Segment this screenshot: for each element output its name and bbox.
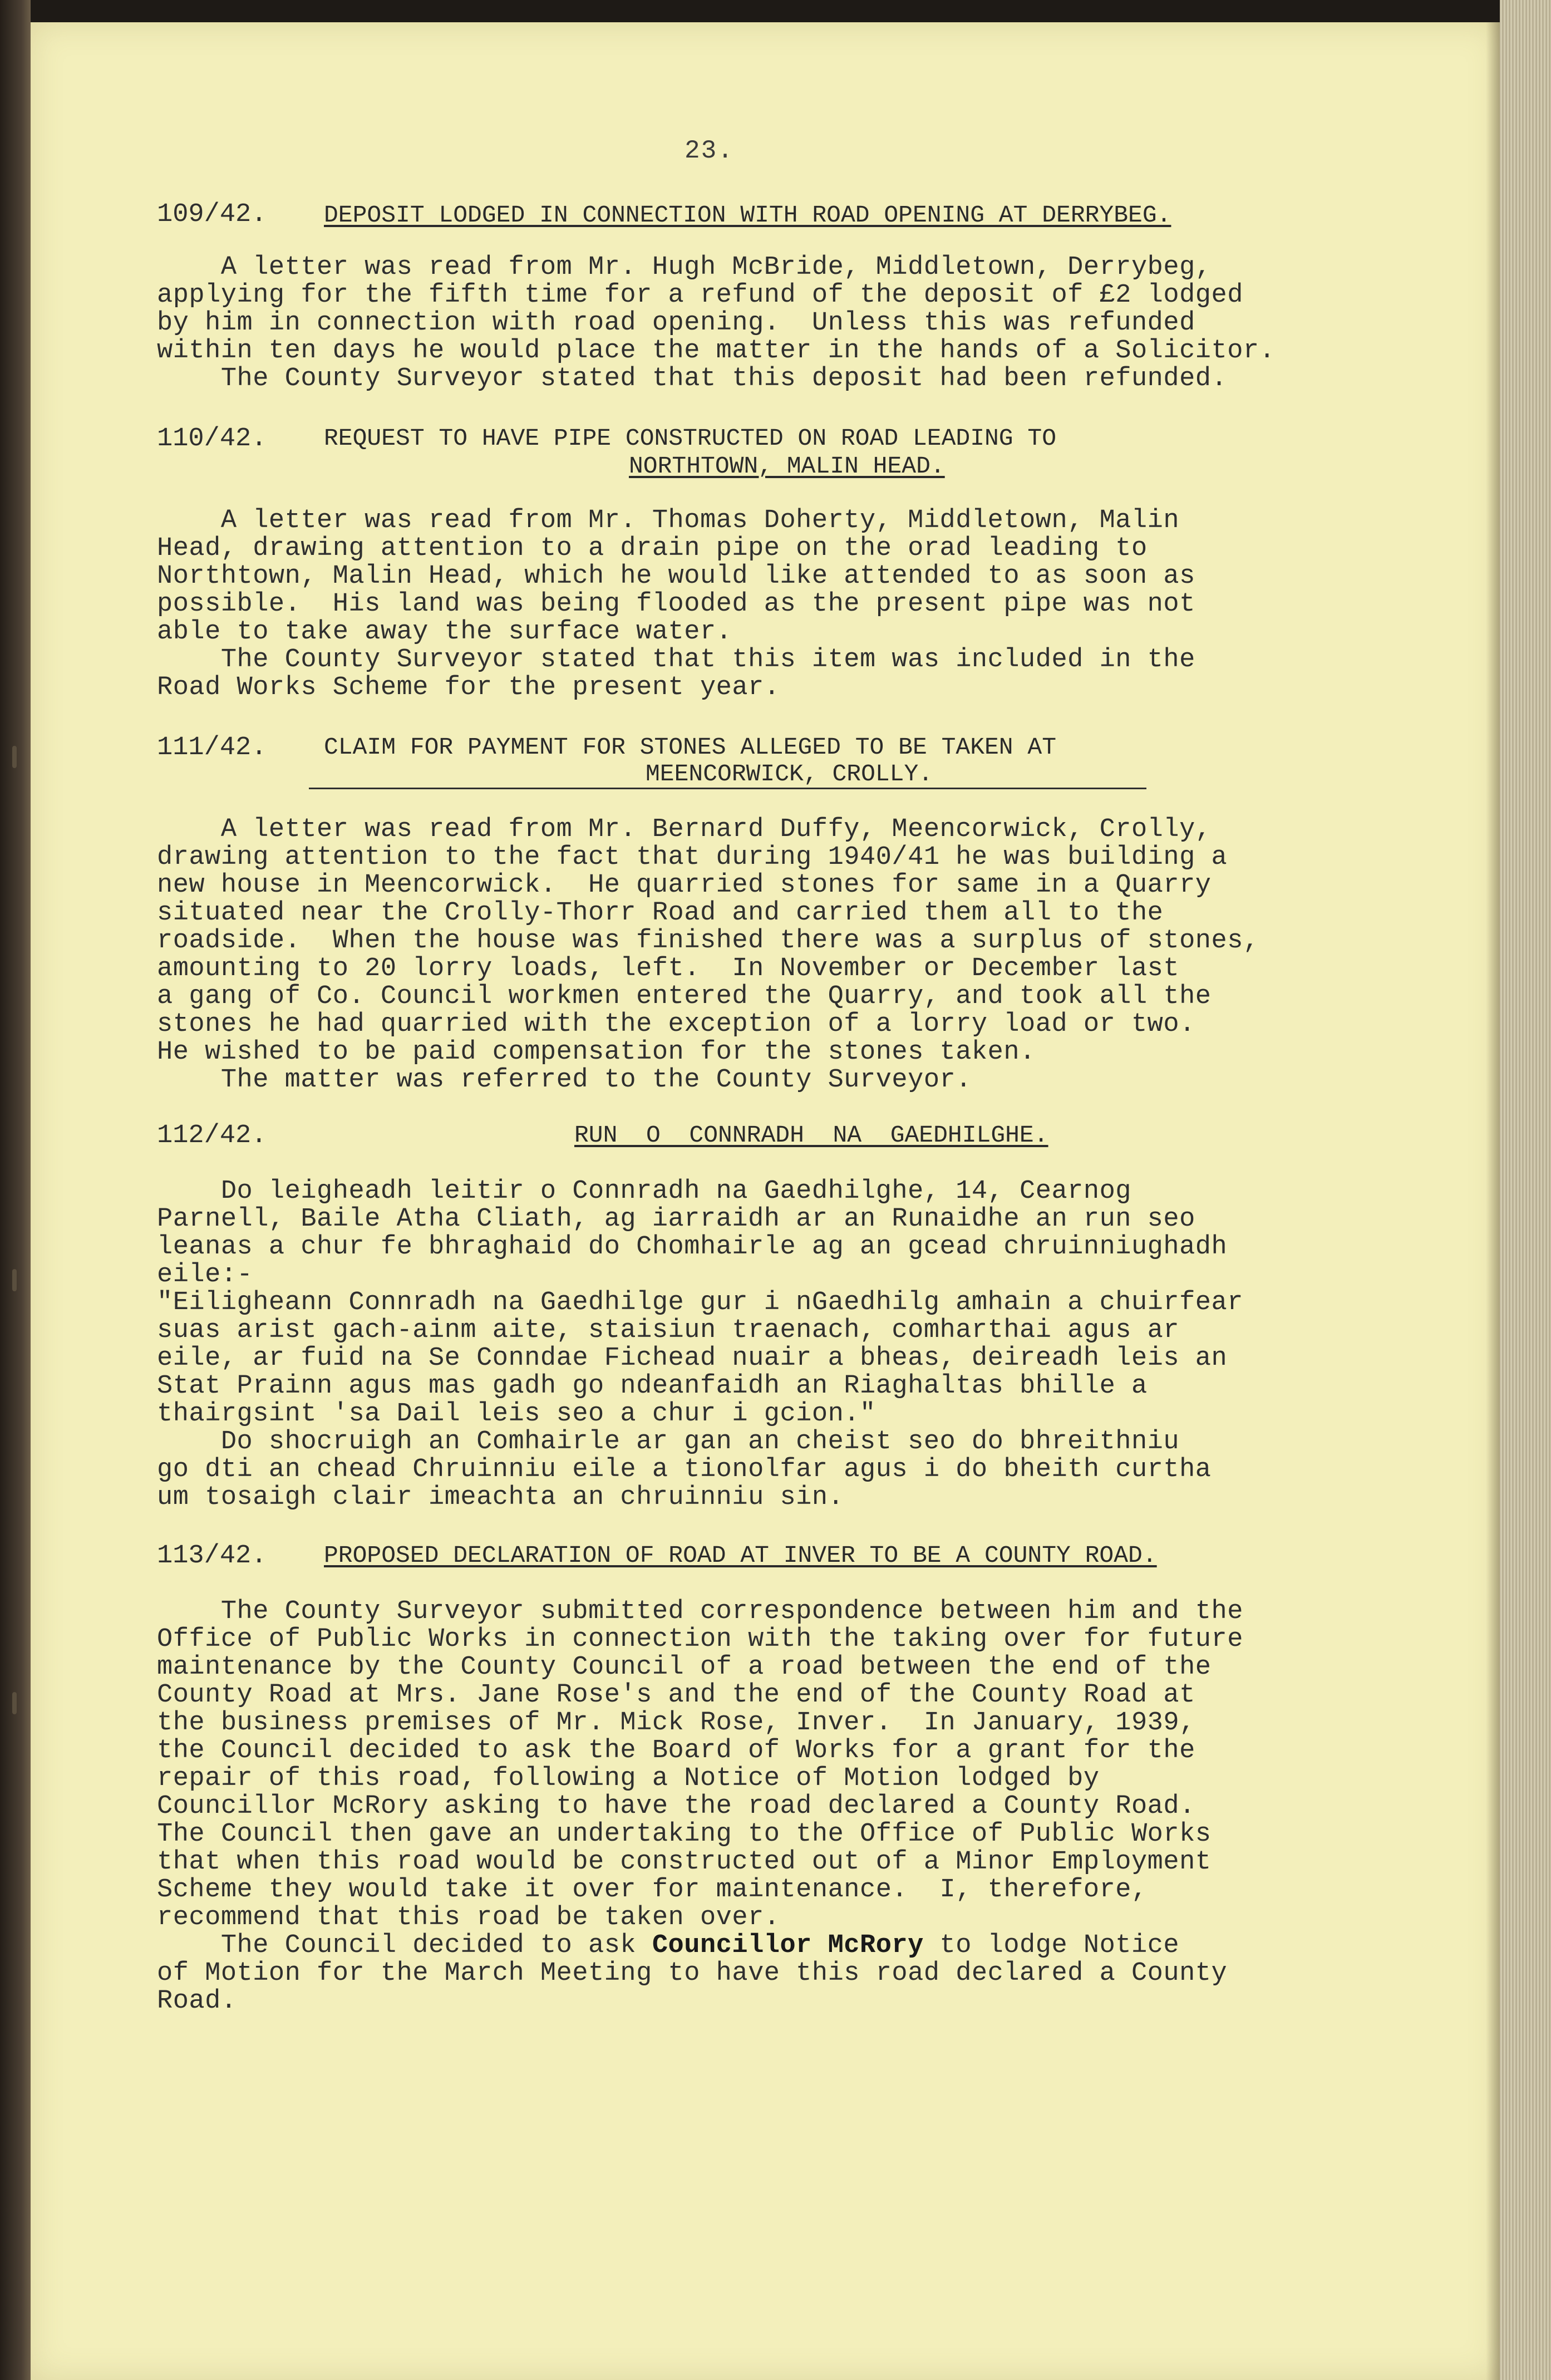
- body-line: The matter was referred to the County Surveyor.: [157, 1065, 972, 1095]
- body-line: Office of Public Works in connection with the taking over for future: [157, 1625, 1243, 1654]
- body-line: by him in connection with road opening. Unless this was refunded: [157, 308, 1195, 338]
- item-number: 110/42.: [157, 424, 267, 454]
- body-line: suas arist gach-ainm aite, staisiun traenach, comharthai agus ar: [157, 1316, 1180, 1345]
- book-binding: [0, 0, 31, 2380]
- body-line: Head, drawing attention to a drain pipe on the orad leading to: [157, 534, 1148, 563]
- body-line: Northtown, Malin Head, which he would like attended to as soon as: [157, 562, 1195, 591]
- body-line: County Road at Mrs. Jane Rose's and the end of the County Road at: [157, 1680, 1195, 1710]
- body-line: The County Surveyor submitted correspondence between him and the: [157, 1597, 1243, 1626]
- body-line: applying for the fifth time for a refund of the deposit of £2 lodged: [157, 281, 1243, 310]
- body-line: of Motion for the March Meeting to have this road declared a County: [157, 1959, 1228, 1988]
- item-number: 111/42.: [157, 733, 267, 763]
- item-heading: RUN O CONNRADH NA GAEDHILGHE.: [574, 1122, 1048, 1149]
- item-number: 113/42.: [157, 1541, 267, 1571]
- body-line: Road.: [157, 1986, 237, 2016]
- page-number: 23.: [685, 136, 734, 165]
- body-line: [157, 1931, 1179, 1960]
- body-line: Road Works Scheme for the present year.: [157, 673, 780, 702]
- item-heading: REQUEST TO HAVE PIPE CONSTRUCTED ON ROAD LEADING TO: [324, 425, 1057, 452]
- item-heading-continued: MEENCORWICK, CROLLY.: [646, 760, 933, 788]
- body-line: that when this road would be constructed out of a Minor Employment: [157, 1847, 1212, 1877]
- body-line: the business premises of Mr. Mick Rose, Inver. In January, 1939,: [157, 1708, 1195, 1738]
- body-line: He wished to be paid compensation for the stones taken.: [157, 1037, 1036, 1067]
- heading-underline: [309, 788, 1146, 789]
- item-heading: CLAIM FOR PAYMENT FOR STONES ALLEGED TO BE TAKEN AT: [324, 734, 1057, 761]
- body-line: A letter was read from Mr. Bernard Duffy, Meencorwick, Crolly,: [157, 815, 1212, 844]
- body-line: Councillor McRory asking to have the road declared a County Road.: [157, 1792, 1195, 1821]
- body-line: within ten days he would place the matter in the hands of a Solicitor.: [157, 336, 1276, 366]
- body-line: repair of this road, following a Notice of Motion lodged by: [157, 1764, 1100, 1793]
- body-line: go dti an chead Chruinniu eile a tionolfar agus i do bheith curtha: [157, 1455, 1212, 1484]
- body-line: "Eiligheann Connradh na Gaedhilge gur i nGaedhilg amhain a chuirfear: [157, 1288, 1243, 1317]
- body-line: maintenance by the County Council of a road between the end of the: [157, 1653, 1212, 1682]
- body-line: Stat Prainn agus mas gadh go ndeanfaidh an Riaghaltas bhille a: [157, 1371, 1148, 1401]
- body-line: roadside. When the house was finished there was a surplus of stones,: [157, 926, 1259, 956]
- body-line: able to take away the surface water.: [157, 617, 732, 647]
- body-line: situated near the Crolly-Thorr Road and carried them all to the: [157, 898, 1164, 928]
- body-line: drawing attention to the fact that during 1940/41 he was building a: [157, 843, 1228, 872]
- body-line: The Council then gave an undertaking to the Office of Public Works: [157, 1820, 1212, 1849]
- body-line: stones he had quarried with the exception of a lorry load or two.: [157, 1010, 1195, 1039]
- item-heading: DEPOSIT LODGED IN CONNECTION WITH ROAD OPENING AT DERRYBEG.: [324, 201, 1171, 229]
- body-text: to lodge Notice: [923, 1931, 1180, 1960]
- body-line: The County Surveyor stated that this item was included in the: [157, 645, 1195, 675]
- body-line: recommend that this road be taken over.: [157, 1903, 780, 1932]
- body-line: Do shocruigh an Comhairle ar gan an cheist seo do bhreithniu: [157, 1427, 1180, 1457]
- body-line: A letter was read from Mr. Hugh McBride, Middletown, Derrybeg,: [157, 253, 1212, 282]
- item-number: 112/42.: [157, 1121, 267, 1150]
- item-heading: PROPOSED DECLARATION OF ROAD AT INVER TO BE A COUNTY ROAD.: [324, 1542, 1157, 1569]
- page-fold-shadow: [1486, 22, 1500, 2380]
- page-stack-edge: [1500, 0, 1551, 2380]
- scan-top-border: [0, 0, 1551, 22]
- body-line: a gang of Co. Council workmen entered the Quarry, and took all the: [157, 982, 1212, 1011]
- body-line: The County Surveyor stated that this deposit had been refunded.: [157, 364, 1228, 394]
- bold-name: Councillor McRory: [652, 1931, 924, 1960]
- item-heading-continued: NORTHTOWN, MALIN HEAD.: [629, 453, 945, 480]
- binding-hole: [12, 746, 17, 768]
- body-line: A letter was read from Mr. Thomas Doherty, Middletown, Malin: [157, 506, 1180, 535]
- body-text: The Council decided to ask: [157, 1931, 652, 1960]
- item-number: 109/42.: [157, 200, 267, 229]
- body-line: amounting to 20 lorry loads, left. In November or December last: [157, 954, 1180, 984]
- body-line: leanas a chur fe bhraghaid do Chomhairle ag an gcead chruinniughadh: [157, 1232, 1228, 1262]
- body-line: thairgsint 'sa Dail leis seo a chur i gcion.": [157, 1399, 876, 1429]
- body-line: new house in Meencorwick. He quarried stones for same in a Quarry: [157, 871, 1212, 900]
- body-line: eile, ar fuid na Se Conndae Fichead nuair a bheas, deireadh leis an: [157, 1344, 1228, 1373]
- body-line: Parnell, Baile Atha Cliath, ag iarraidh ar an Runaidhe an run seo: [157, 1204, 1195, 1234]
- body-line: possible. His land was being flooded as the present pipe was not: [157, 589, 1195, 619]
- binding-hole: [12, 1692, 17, 1714]
- body-line: Scheme they would take it over for maintenance. I, therefore,: [157, 1875, 1148, 1905]
- body-line: eile:-: [157, 1260, 253, 1290]
- body-line: Do leigheadh leitir o Connradh na Gaedhilghe, 14, Cearnog: [157, 1177, 1131, 1206]
- body-line: the Council decided to ask the Board of Works for a grant for the: [157, 1736, 1195, 1766]
- binding-hole: [12, 1269, 17, 1291]
- body-line: um tosaigh clair imeachta an chruinniu sin.: [157, 1483, 844, 1512]
